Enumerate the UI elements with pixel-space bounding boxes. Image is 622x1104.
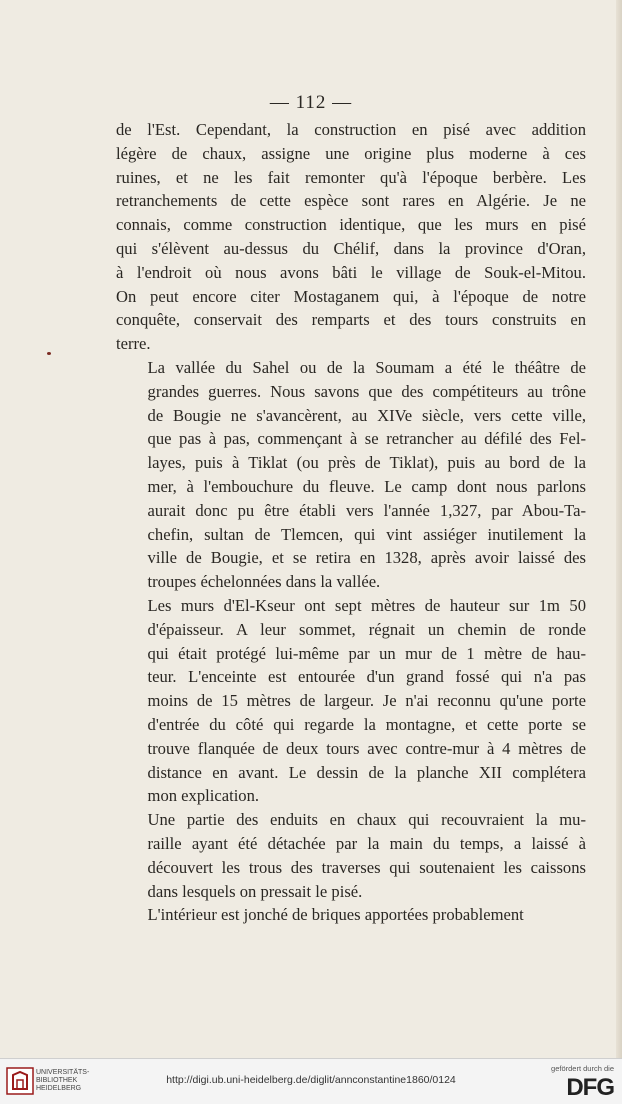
body-text <box>116 118 586 927</box>
text-line: connais, comme construction identique, que les murs en pisé <box>116 215 586 235</box>
text-line: On peut encore citer Mostaganem qui, à l'époque de notre <box>116 286 586 306</box>
text-line: que pas à pas, commençant à se retrancher au défilé des Fel- <box>147 429 586 449</box>
text-line: distance en avant. Le dessin de la planche XII complétera <box>147 762 586 782</box>
footer-bar <box>0 1058 622 1104</box>
library-name-line: BIBLIOTHEK <box>36 1077 78 1084</box>
text-line: qui était protégé lui-même par un mur de 1 mètre de hau- <box>147 643 586 663</box>
funder-label: gefördert durch die <box>551 1064 614 1073</box>
page-number: — 112 — <box>269 92 353 113</box>
paragraph <box>116 356 586 594</box>
text-line: aurait donc pu être établi vers l'année 1,327, par Abou-Ta- <box>147 500 586 520</box>
text-line: mon explication. <box>147 786 260 806</box>
text-line: trouve flanquée de deux tours avec contre-mur à 4 mètres de <box>147 738 586 758</box>
text-line: à l'endroit où nous avons bâti le village de Souk-el-Mitou. <box>116 262 586 282</box>
paragraph <box>116 594 586 808</box>
text-line: d'épaisseur. A leur sommet, régnait un chemin de ronde <box>147 619 586 639</box>
paragraph <box>116 903 586 927</box>
text-line: conquête, conservait des remparts et des tours construits en <box>116 310 586 330</box>
text-line: de Bougie ne s'avancèrent, au XIVe siècle, vers cette ville, <box>147 405 586 425</box>
text-line: terre. <box>116 334 151 354</box>
text-line: Les murs d'El-Kseur ont sept mètres de hauteur sur 1m 50 <box>147 595 586 615</box>
text-line: ville de Bougie, et se retira en 1328, après avoir laissé des <box>147 548 586 568</box>
text-line: qui s'élèvent au-dessus du Chélif, dans la province d'Oran, <box>116 238 586 258</box>
text-line: L'intérieur est jonché de briques apportées probablement <box>147 905 524 925</box>
text-line: de l'Est. Cependant, la construction en pisé avec addition <box>116 120 586 139</box>
paragraph <box>116 118 586 356</box>
text-line: ruines, et ne les fait remonter qu'à l'époque berbère. Les <box>116 167 586 187</box>
text-line: dans lesquels on pressait le pisé. <box>147 881 363 901</box>
text-line: chefin, sultan de Tlemcen, qui vint assiéger inutilement la <box>147 524 586 544</box>
library-name-line: HEIDELBERG <box>36 1085 82 1092</box>
ink-speck <box>47 352 51 355</box>
text-line: raille ayant été détachée par la main du temps, a laissé à <box>147 833 586 853</box>
text-line: mer, à l'embouchure du fleuve. Le camp dont nous parlons <box>147 476 586 496</box>
paragraph <box>116 808 586 903</box>
text-line: d'entrée du côté qui regarde la montagne, et cette porte se <box>147 714 586 734</box>
source-url-link[interactable]: http://digi.ub.uni-heidelberg.de/diglit/annconstantine1860/0124 <box>166 1074 456 1086</box>
text-line: légère de chaux, assigne une origine plus moderne à ces <box>116 143 586 163</box>
text-line: troupes échelonnées dans la vallée. <box>147 572 381 592</box>
text-line: retranchements de cette espèce sont rares en Algérie. Je ne <box>116 191 586 211</box>
text-line: grandes guerres. Nous savons que des compétiteurs au trône <box>147 381 586 401</box>
library-name-line: UNIVERSITÄTS- <box>36 1069 90 1076</box>
text-line: Une partie des enduits en chaux qui recouvraient la mu- <box>147 810 586 830</box>
text-line: La vallée du Sahel ou de la Soumam a été le théâtre de <box>147 357 586 377</box>
text-line: découvert les trous des traverses qui soutenaient les caissons <box>147 857 586 877</box>
text-line: moins de 15 mètres de largeur. Je n'ai reconnu qu'une porte <box>147 691 586 711</box>
text-line: teur. L'enceinte est entourée d'un grand fossé qui n'a pas <box>147 667 586 687</box>
dfg-logo: DFG <box>566 1074 614 1101</box>
text-line: layes, puis à Tiklat (ou près de Tiklat), puis au bord de la <box>147 453 586 473</box>
page-edge <box>616 0 622 1058</box>
